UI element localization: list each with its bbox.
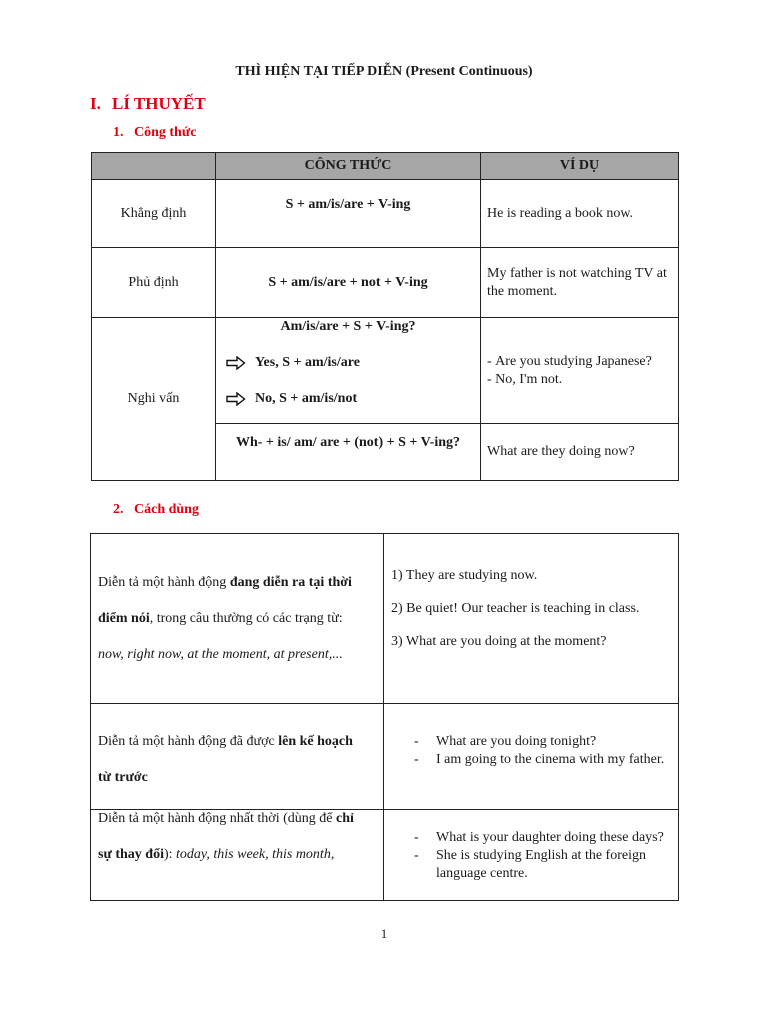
list-item: - I am going to the cinema with my father. bbox=[414, 751, 678, 769]
list-item: - What is your daughter doing these days? bbox=[414, 829, 678, 847]
example-list bbox=[384, 829, 678, 883]
list-item: 1) They are studying now. bbox=[391, 568, 538, 583]
wh-formula-cell: Wh- + is/ am/ are + (not) + S + V-ing? bbox=[216, 424, 481, 481]
row-label: Phủ định bbox=[92, 248, 216, 318]
usage-keyword: từ trước bbox=[98, 769, 148, 785]
usage-table bbox=[90, 533, 679, 901]
usage-text-part: , trong câu thường có các trạng từ: bbox=[149, 610, 343, 626]
row-label: Nghi vấn bbox=[92, 318, 216, 481]
table-row bbox=[92, 248, 679, 318]
no-formula: No, S + am/is/not bbox=[255, 391, 358, 406]
example-cell: My father is not watching TV at the moment. bbox=[481, 248, 679, 318]
header-cell: CÔNG THỨC bbox=[216, 153, 481, 180]
example-cell: What are they doing now? bbox=[481, 424, 679, 481]
section-label: LÍ THUYẾT bbox=[112, 94, 206, 113]
table-row bbox=[91, 810, 679, 901]
row-label: Khẳng định bbox=[92, 180, 216, 248]
formula-cell bbox=[216, 318, 481, 424]
yes-answer bbox=[226, 345, 480, 381]
example-cell bbox=[384, 534, 679, 704]
usage-keyword: đang diễn ra tại thời bbox=[229, 574, 352, 590]
usage-text-part: Diễn tả một hành động đã được bbox=[98, 733, 279, 749]
usage-cell bbox=[91, 534, 384, 704]
usage-text-part: ): bbox=[163, 847, 177, 862]
list-item: - What are you doing tonight? bbox=[414, 733, 678, 751]
subsection-number: 1. bbox=[113, 125, 124, 140]
header-cell: VÍ DỤ bbox=[481, 153, 679, 180]
usage-cell bbox=[91, 810, 384, 901]
list-item: - Are you studying Japanese? bbox=[487, 353, 672, 371]
table-row bbox=[92, 180, 679, 248]
usage-text bbox=[98, 801, 376, 873]
example-cell bbox=[481, 318, 679, 424]
table-row bbox=[91, 534, 679, 704]
table-row bbox=[92, 318, 679, 424]
example-cell bbox=[384, 810, 679, 901]
list-item: 2) Be quiet! Our teacher is teaching in class. bbox=[391, 601, 640, 616]
table-header-row bbox=[92, 153, 679, 180]
page-number: 1 bbox=[380, 926, 388, 941]
formula-table bbox=[91, 152, 679, 481]
adverb-list: now, right now, at the moment, at present,... bbox=[98, 646, 343, 662]
usage-text-part: Diễn tả một hành động bbox=[98, 574, 230, 590]
usage-cell bbox=[91, 704, 384, 810]
example-list bbox=[384, 559, 678, 658]
usage-keyword: lên kế hoạch bbox=[278, 733, 353, 749]
usage-text bbox=[98, 565, 376, 673]
example-list bbox=[384, 733, 678, 769]
subsection-label: Công thức bbox=[134, 125, 197, 140]
formula-cell: S + am/is/are + V-ing bbox=[216, 180, 481, 248]
usage-text-part: Diễn tả một hành động nhất thời (dùng để bbox=[98, 811, 336, 826]
yes-formula: Yes, S + am/is/are bbox=[255, 355, 360, 370]
list-item: - She is studying English at the foreign language centre. bbox=[414, 847, 678, 883]
header-cell bbox=[92, 153, 216, 180]
usage-keyword: sự thay đổi bbox=[98, 847, 164, 862]
example-cell bbox=[384, 704, 679, 810]
usage-text bbox=[98, 724, 376, 796]
arrow-right-icon bbox=[226, 392, 246, 406]
arrow-right-icon bbox=[226, 356, 246, 370]
subsection-label: Cách dùng bbox=[134, 502, 199, 517]
list-item: - No, I'm not. bbox=[487, 371, 672, 389]
adverb-list: today, this week, this month, bbox=[176, 847, 335, 862]
example-list bbox=[481, 353, 678, 389]
table-row bbox=[91, 704, 679, 810]
page-title: THÌ HIỆN TẠI TIẾP DIỄN (Present Continuous) bbox=[235, 64, 533, 79]
section-heading bbox=[90, 94, 206, 114]
list-item: 3) What are you doing at the moment? bbox=[391, 634, 607, 649]
formula-cell: S + am/is/are + not + V-ing bbox=[216, 248, 481, 318]
usage-keyword: điểm nói bbox=[98, 610, 150, 626]
subsection-heading-formula bbox=[113, 125, 196, 141]
usage-keyword: chỉ bbox=[335, 811, 354, 826]
subsection-number: 2. bbox=[113, 502, 124, 517]
subsection-heading-usage bbox=[113, 502, 199, 518]
question-formula: Am/is/are + S + V-ing? bbox=[280, 319, 416, 334]
example-cell: He is reading a book now. bbox=[481, 180, 679, 248]
no-answer bbox=[226, 381, 480, 417]
section-number: I. bbox=[90, 94, 101, 113]
